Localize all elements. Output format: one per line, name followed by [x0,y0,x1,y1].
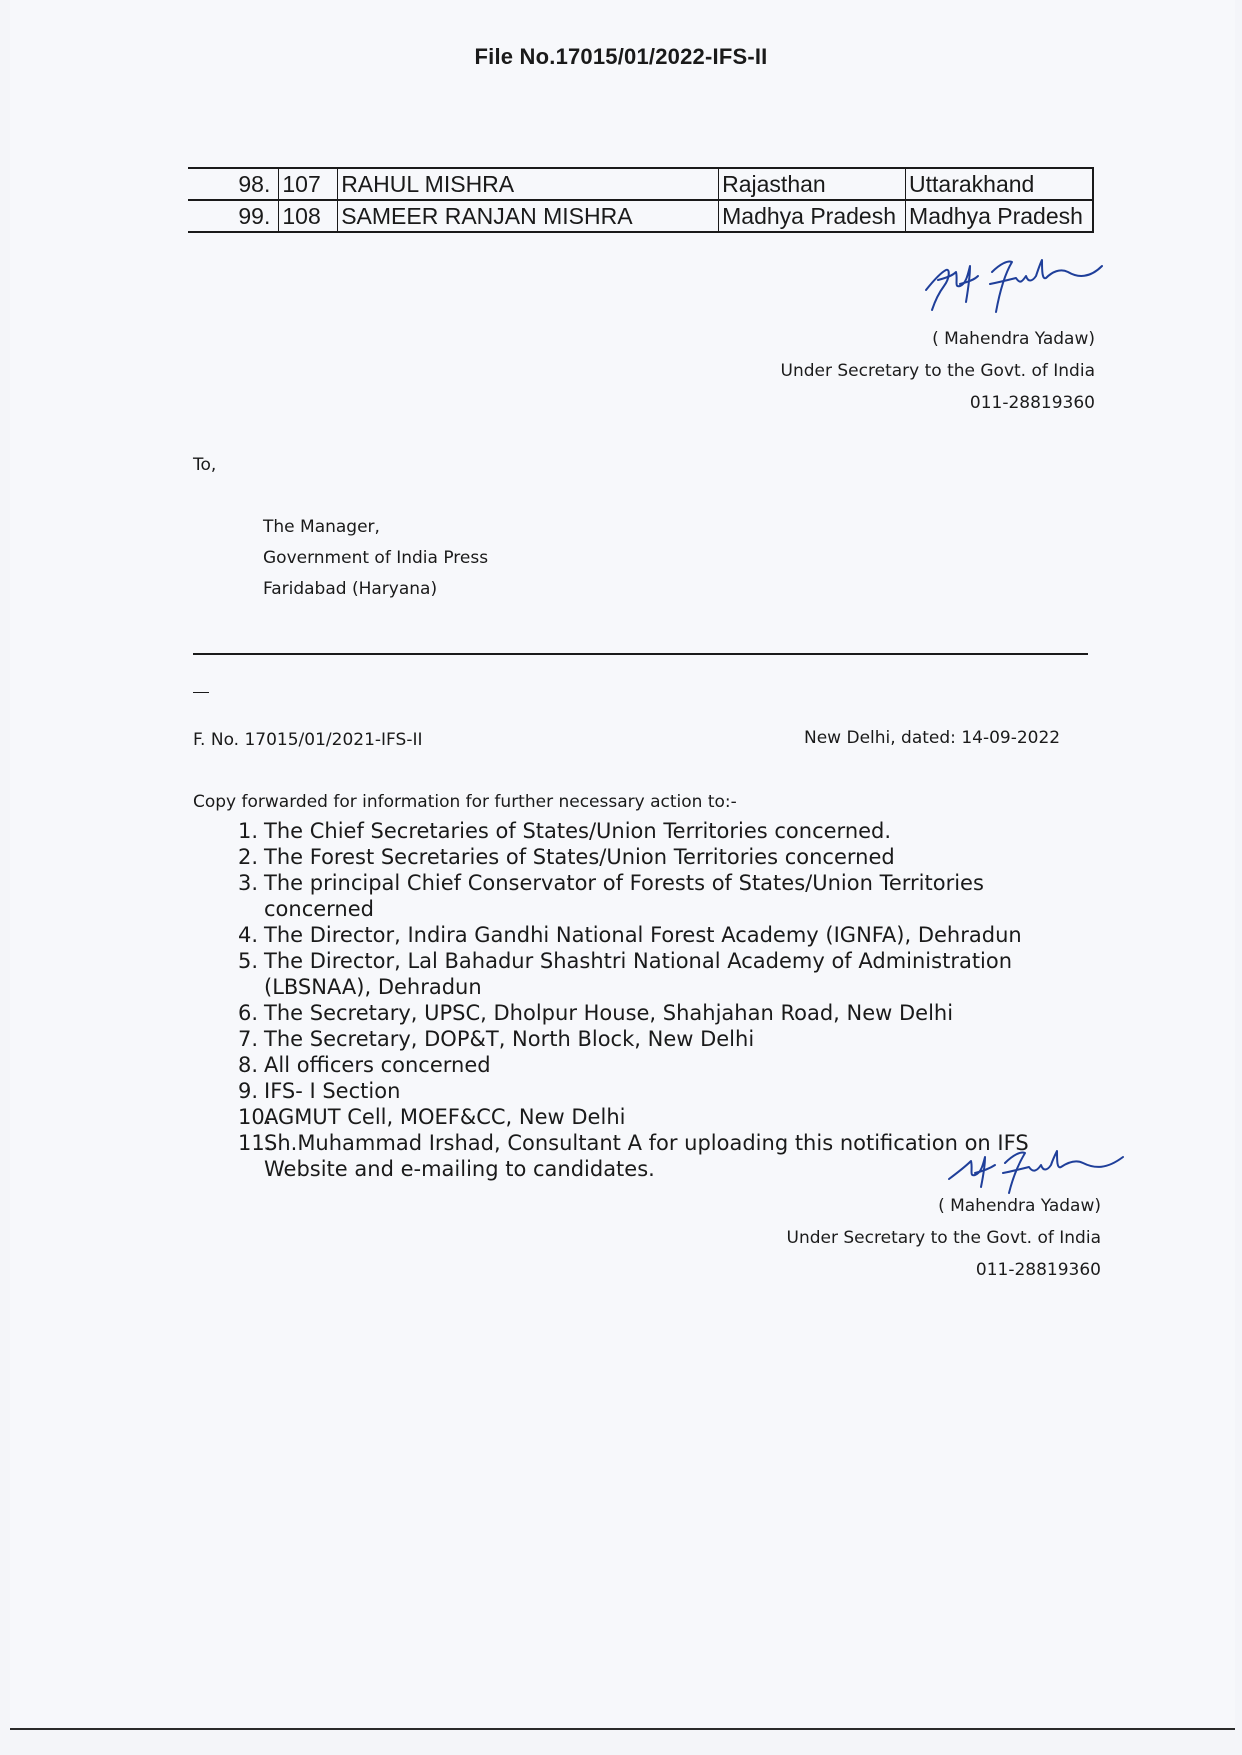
list-item: 2. The Forest Secretaries of States/Union Territories concerned [238,845,895,869]
cadre-to-cell: Madhya Pradesh [906,200,1093,232]
file-number-header: File No.17015/01/2022-IFS-II [474,44,768,69]
list-item: 5. The Director, Lal Bahadur Shashtri National Academy of Administration (LBSNAA), Dehradun [238,949,1013,999]
address-line: The Manager, [263,517,380,537]
serial-number-cell: 98. [188,168,279,200]
roll-number-cell: 107 [279,168,338,200]
officer-name-cell: SAMEER RANJAN MISHRA [338,200,719,232]
cadre-from-cell: Madhya Pradesh [719,200,906,232]
to-label: To, [193,455,217,475]
recipient-address [263,512,488,605]
short-dash [193,692,209,693]
list-item: 4. The Director, Indira Gandhi National Forest Academy (IGNFA), Dehradun [238,923,1022,947]
list-item: 10. AGMUT Cell, MOEF&CC, New Delhi [238,1105,626,1129]
page-bottom-edge [10,1728,1235,1730]
handwritten-signature-1 [920,250,1120,325]
signatory-designation: Under Secretary to the Govt. of India [786,1228,1101,1248]
list-item: 3. The principal Chief Conservator of Forests of States/Union Territories concerned [238,871,984,921]
cadre-from-cell: Rajasthan [719,168,906,200]
cadre-to-cell: Uttarakhand [906,168,1093,200]
officer-name-cell: RAHUL MISHRA [338,168,719,200]
separator-line [193,653,1088,655]
signatory-phone: 011-28819360 [969,393,1095,413]
signatory-name: ( Mahendra Yadaw) [938,1196,1101,1216]
list-item: 7. The Secretary, DOP&T, North Block, New Delhi [238,1027,755,1051]
serial-number-cell: 99. [188,200,279,232]
signatory-name: ( Mahendra Yadaw) [932,329,1095,349]
signature-block-2 [787,1190,1101,1286]
list-item: 1. The Chief Secretaries of States/Union Territories concerned. [238,819,892,843]
address-line: Faridabad (Haryana) [263,579,438,599]
table-row [188,200,1093,232]
list-item: 9. IFS- I Section [238,1079,401,1103]
officer-allocation-table [188,167,1094,233]
table-row [188,168,1093,200]
signatory-designation: Under Secretary to the Govt. of India [780,361,1095,381]
copy-file-number: F. No. 17015/01/2021-IFS-II [193,730,423,750]
signatory-phone: 011-28819360 [975,1260,1101,1280]
copy-forwarded-intro: Copy forwarded for information for further necessary action to:- [193,792,737,812]
list-item: 8. All officers concerned [238,1053,491,1077]
address-line: Government of India Press [263,548,489,568]
date-line: New Delhi, dated: 14-09-2022 [804,728,1061,748]
list-item: 6. The Secretary, UPSC, Dholpur House, Shahjahan Road, New Delhi [238,1001,954,1025]
signature-block-1 [781,323,1095,419]
list-item: 11. Sh.Muhammad Irshad, Consultant A for uploading this notification on IFS Website and e-mailing to candidates. [238,1131,1029,1181]
roll-number-cell: 108 [279,200,338,232]
distribution-list [238,818,1098,1182]
